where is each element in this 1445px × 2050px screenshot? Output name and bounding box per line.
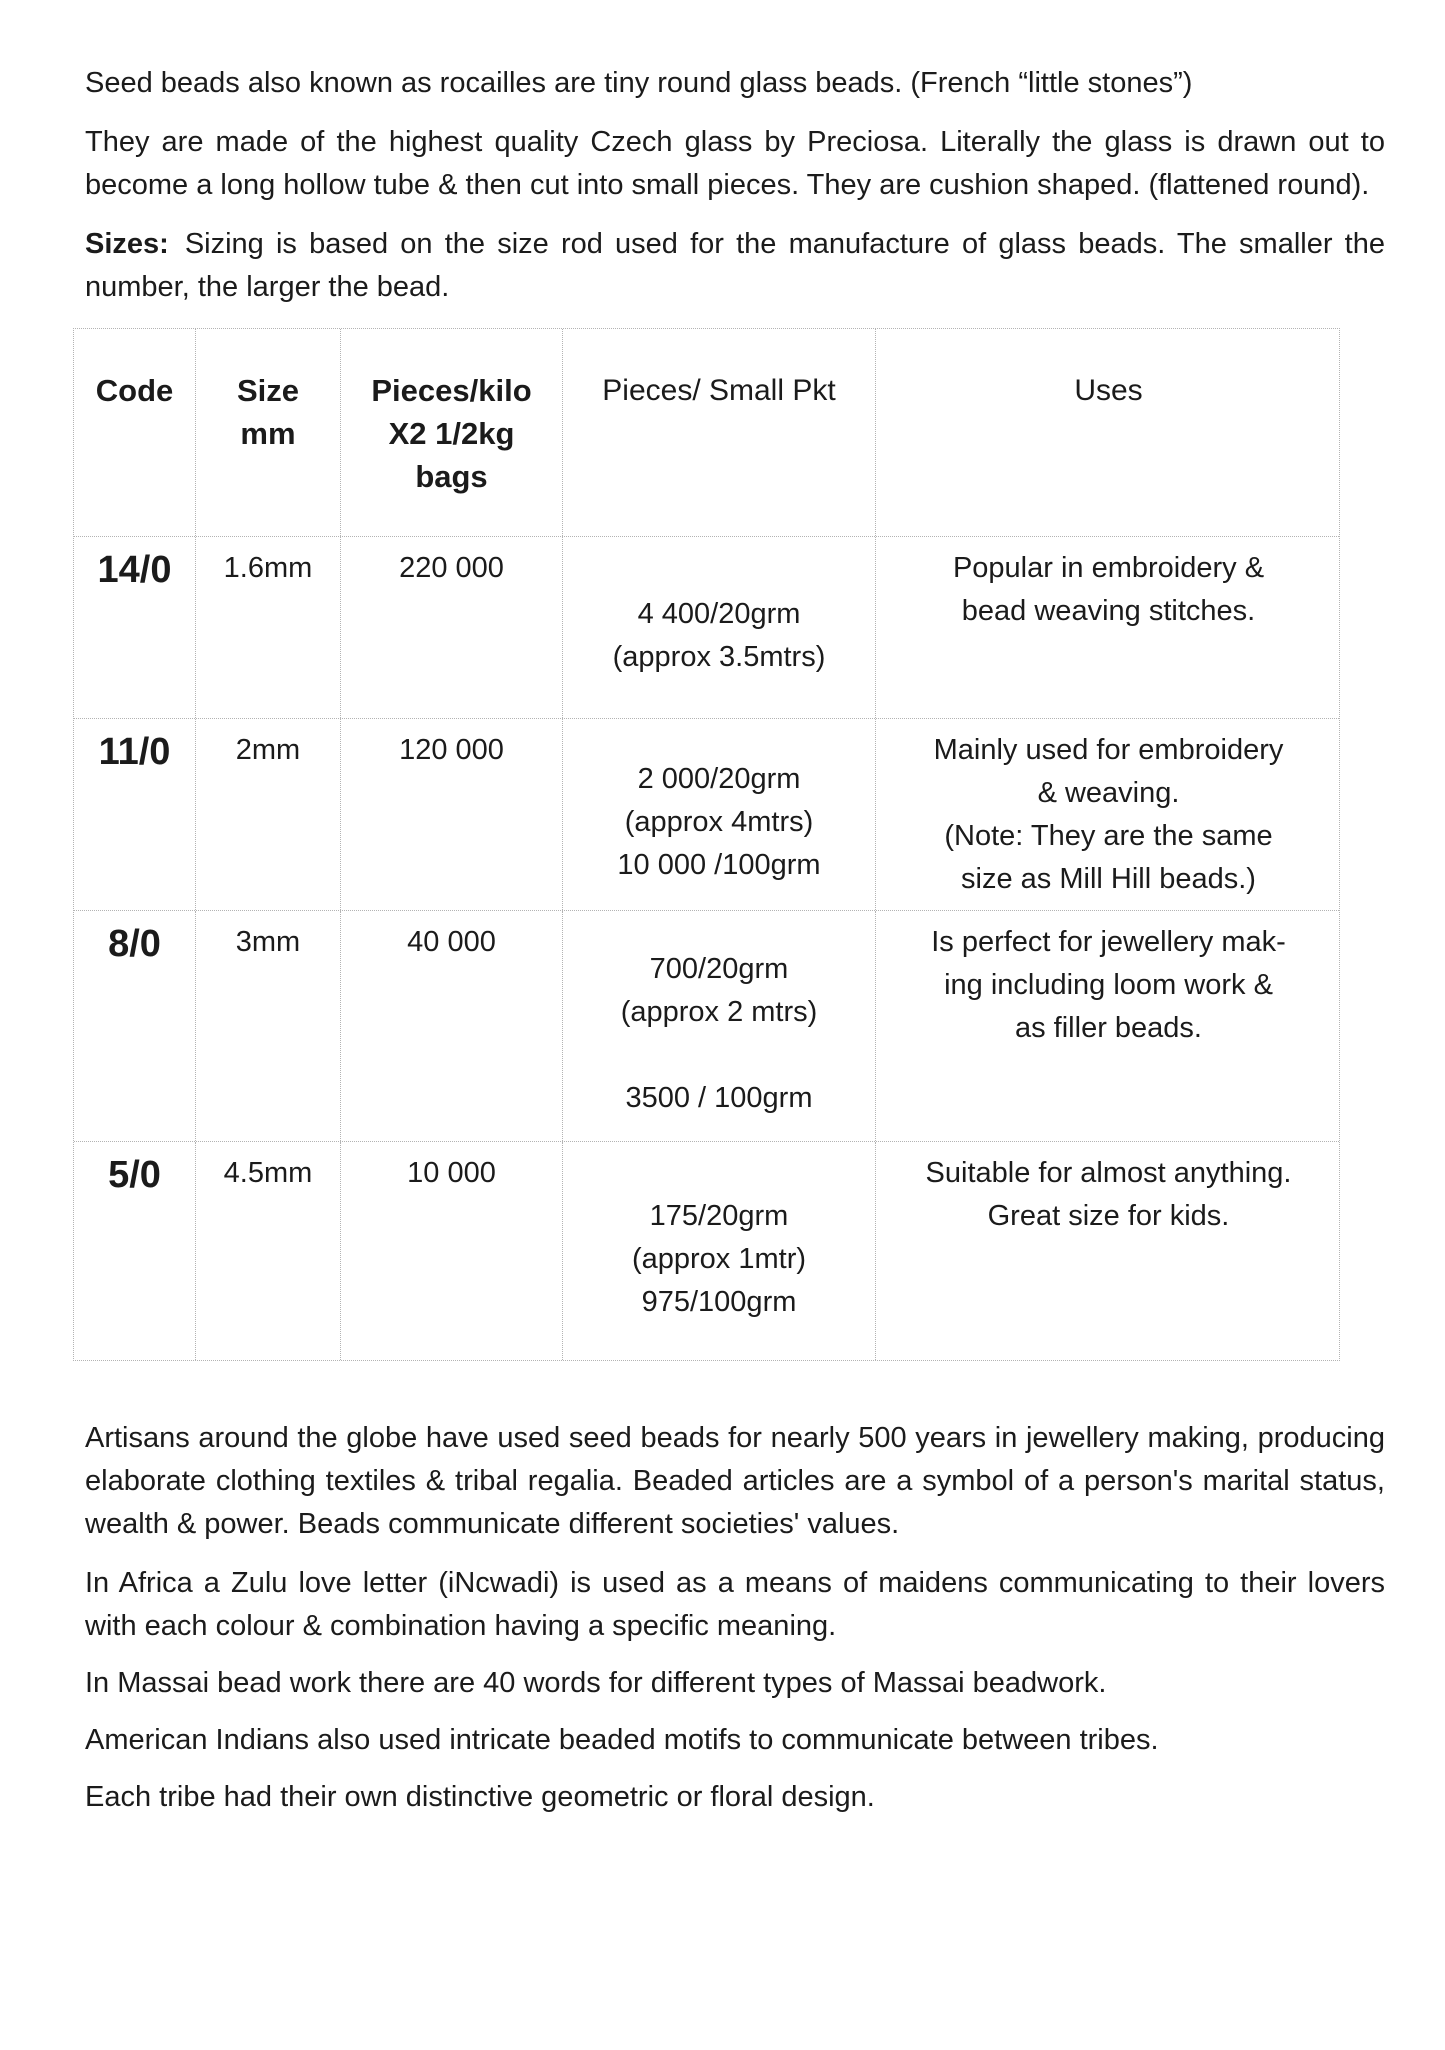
cell-small-pkt bbox=[563, 911, 876, 1141]
pieces-kilo-value: 120 000 bbox=[399, 734, 504, 766]
cell-size bbox=[196, 911, 341, 1141]
uses-line: (Note: They are the same bbox=[944, 820, 1273, 852]
small-pkt-line: 175/20grm bbox=[649, 1199, 789, 1232]
small-pkt-line: 10 000 /100grm bbox=[617, 849, 821, 881]
small-pkt-line: 2 000/20grm bbox=[637, 763, 801, 795]
header-kilo-line-2: X2 1/2kg bbox=[388, 416, 515, 451]
header-small-pkt-label: Pieces/ Small Pkt bbox=[602, 374, 836, 407]
small-pkt-line: (approx 1mtr) bbox=[631, 1242, 807, 1275]
header-size-unit: mm bbox=[240, 416, 296, 451]
cell-small-pkt bbox=[563, 1142, 876, 1360]
code-value: 5/0 bbox=[108, 1154, 161, 1196]
size-value: 2mm bbox=[235, 734, 301, 766]
uses-line: Great size for kids. bbox=[987, 1200, 1230, 1232]
table-row bbox=[74, 537, 1339, 719]
table-row bbox=[74, 1142, 1339, 1360]
cell-small-pkt bbox=[563, 719, 876, 910]
header-cell-code bbox=[74, 329, 196, 536]
sizes-label: Sizes: bbox=[85, 228, 169, 260]
small-pkt-line: 3500 / 100grm bbox=[625, 1082, 813, 1114]
size-value: 3mm bbox=[235, 926, 301, 958]
cell-size bbox=[196, 719, 341, 910]
small-pkt-line: 975/100grm bbox=[641, 1285, 797, 1318]
bead-sizes-table bbox=[73, 328, 1340, 1361]
cell-pieces-kilo bbox=[341, 1142, 563, 1360]
cell-size bbox=[196, 537, 341, 718]
uses-line: size as Mill Hill beads.) bbox=[961, 863, 1256, 895]
cell-code bbox=[74, 911, 196, 1141]
uses-line: ing including loom work & bbox=[944, 969, 1273, 1001]
tribe-design-paragraph: Each tribe had their own distinctive geometric or floral design. bbox=[85, 1781, 875, 1813]
header-size-label: Size bbox=[236, 373, 300, 408]
history-paragraph: Artisans around the globe have used seed beads for nearly 500 years in jewellery making, producing elaborate clothing textiles & tribal regalia. Beaded articles are a symbol of a person's marital status, wealth & power. Beads communicate different societies' values. bbox=[85, 1422, 1385, 1540]
cell-pieces-kilo bbox=[341, 719, 563, 910]
uses-line: Suitable for almost anything. bbox=[925, 1157, 1292, 1189]
cell-code bbox=[74, 719, 196, 910]
cell-small-pkt bbox=[563, 537, 876, 718]
size-value: 4.5mm bbox=[223, 1157, 313, 1189]
massai-paragraph: In Massai bead work there are 40 words for different types of Massai beadwork. bbox=[85, 1667, 1107, 1699]
header-cell-uses bbox=[876, 329, 1341, 536]
header-uses-label: Uses bbox=[1074, 374, 1143, 407]
header-cell-pieces-kilo bbox=[341, 329, 563, 536]
header-cell-size bbox=[196, 329, 341, 536]
table-row bbox=[74, 911, 1339, 1142]
uses-line: Mainly used for embroidery bbox=[933, 734, 1284, 766]
header-cell-small-pkt bbox=[563, 329, 876, 536]
small-pkt-line: (approx 3.5mtrs) bbox=[612, 640, 826, 673]
small-pkt-line: 4 400/20grm bbox=[637, 597, 801, 630]
uses-line: Is perfect for jewellery mak- bbox=[931, 926, 1286, 958]
cell-uses bbox=[876, 719, 1341, 910]
code-value: 11/0 bbox=[98, 731, 171, 773]
table-header-row bbox=[74, 329, 1339, 537]
cell-size bbox=[196, 1142, 341, 1360]
uses-line: bead weaving stitches. bbox=[961, 595, 1256, 627]
cell-code bbox=[74, 537, 196, 718]
intro-paragraph-1: Seed beads also known as rocailles are tiny round glass beads. (French “little stones”) bbox=[85, 67, 1193, 99]
code-value: 8/0 bbox=[108, 923, 161, 965]
cell-pieces-kilo bbox=[341, 537, 563, 718]
small-pkt-line: 700/20grm bbox=[649, 953, 789, 985]
small-pkt-line: (approx 4mtrs) bbox=[624, 806, 814, 838]
header-code-label: Code bbox=[95, 373, 174, 408]
small-pkt-line: (approx 2 mtrs) bbox=[620, 996, 818, 1028]
cell-pieces-kilo bbox=[341, 911, 563, 1141]
pieces-kilo-value: 10 000 bbox=[407, 1157, 496, 1189]
zulu-paragraph: In Africa a Zulu love letter (iNcwadi) is used as a means of maidens communicating to their lovers with each colour & combination having a specific meaning. bbox=[85, 1567, 1385, 1642]
pieces-kilo-value: 220 000 bbox=[399, 552, 504, 584]
american-indians-paragraph: American Indians also used intricate beaded motifs to communicate between tribes. bbox=[85, 1724, 1159, 1756]
header-kilo-line-3: bags bbox=[415, 459, 488, 494]
header-kilo-line-1: Pieces/kilo bbox=[371, 373, 532, 408]
code-value: 14/0 bbox=[97, 549, 172, 591]
sizes-text: Sizing is based on the size rod used for the manufacture of glass beads. The smaller the number, the larger the bead. bbox=[85, 228, 1385, 303]
size-value: 1.6mm bbox=[223, 552, 313, 584]
uses-line: as filler beads. bbox=[1015, 1012, 1202, 1044]
sizes-paragraph bbox=[85, 223, 1385, 309]
table-row bbox=[74, 719, 1339, 911]
cell-uses bbox=[876, 537, 1341, 718]
uses-line: Popular in embroidery & bbox=[952, 552, 1265, 584]
uses-line: & weaving. bbox=[1037, 777, 1180, 809]
intro-paragraph-2: They are made of the highest quality Czech glass by Preciosa. Literally the glass is drawn out to become a long hollow tube & then cut into small pieces. They are cushion shaped. (flattened round). bbox=[85, 126, 1385, 201]
pieces-kilo-value: 40 000 bbox=[407, 926, 496, 958]
cell-uses bbox=[876, 1142, 1341, 1360]
cell-uses bbox=[876, 911, 1341, 1141]
cell-code bbox=[74, 1142, 196, 1360]
